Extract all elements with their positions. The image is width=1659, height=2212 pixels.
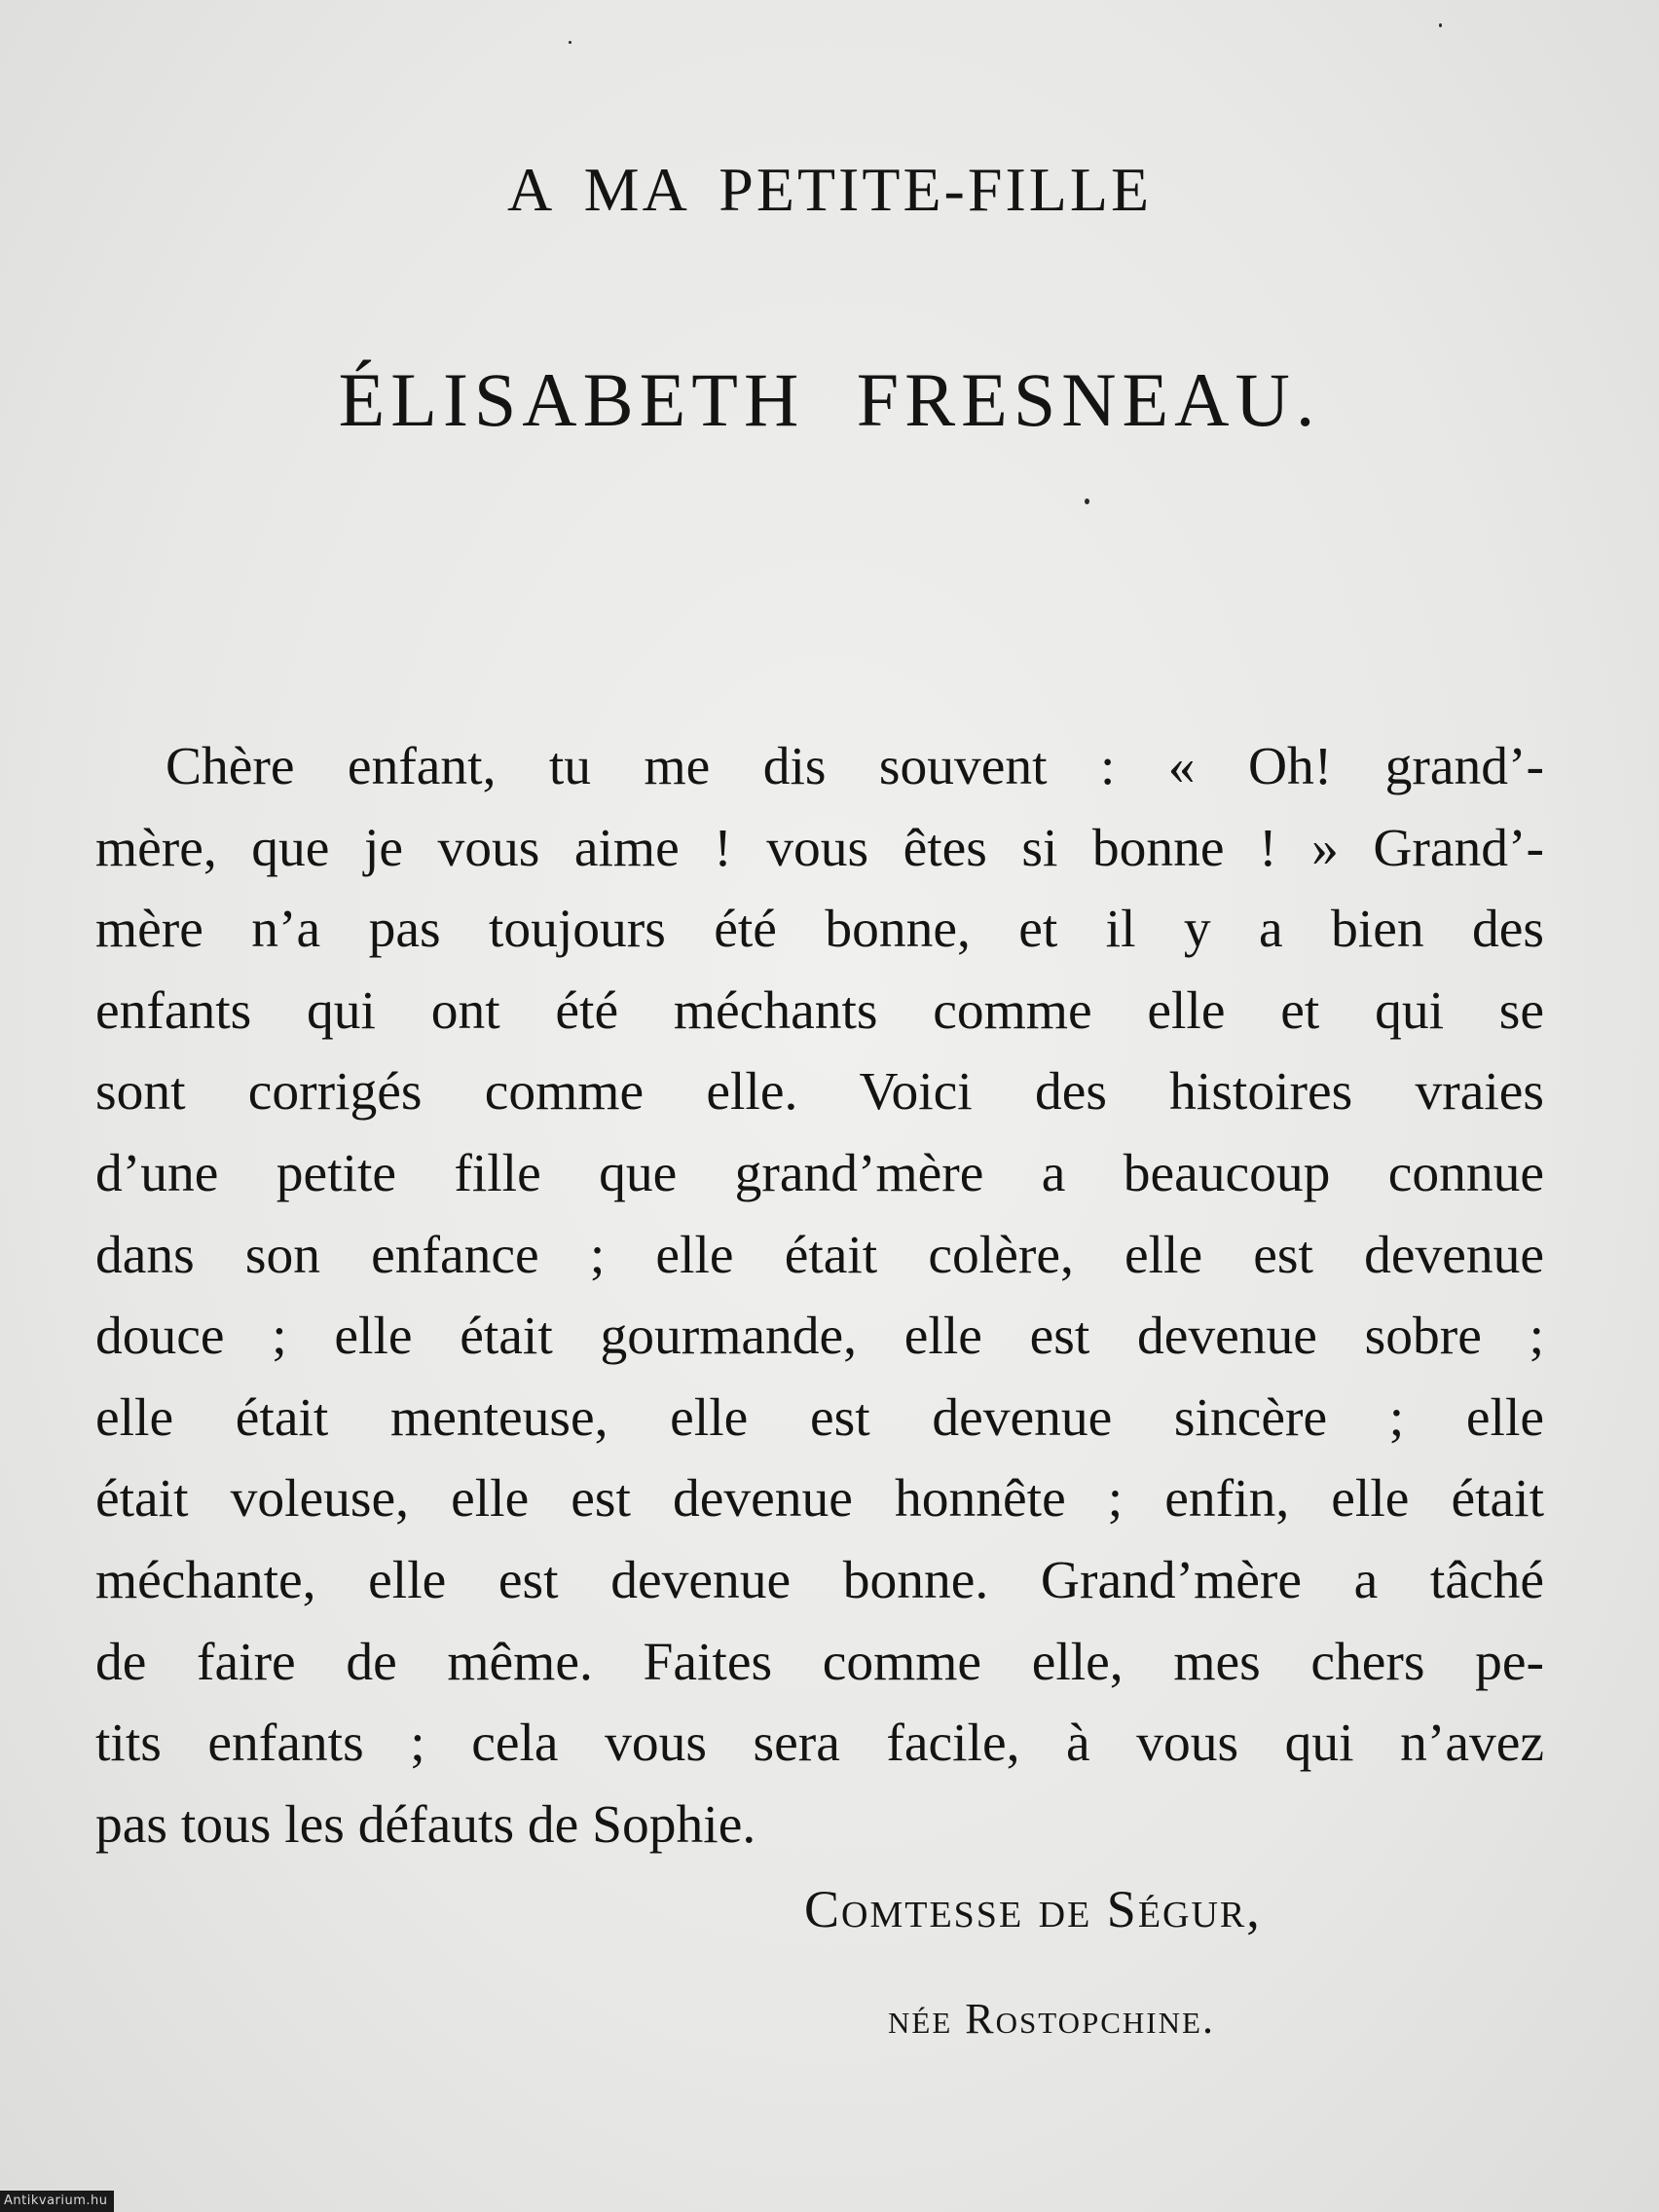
dedication-letter bbox=[95, 726, 1544, 1865]
letter-line: d’une petite fille que grand’mère a beaucoup connue bbox=[95, 1143, 1544, 1203]
letter-line: douce ; elle était gourmande, elle est devenue sobre ; bbox=[95, 1307, 1544, 1367]
ink-speck bbox=[1085, 498, 1089, 504]
signature-name: Comtesse de Ségur, bbox=[804, 1880, 1262, 1938]
recipient-name-heading: ÉLISABETH FRESNEAU. bbox=[338, 357, 1321, 442]
letter-line: mère, que je vous aime ! vous êtes si bonne ! » Grand’- bbox=[95, 818, 1544, 878]
ink-speck bbox=[1439, 23, 1442, 27]
letter-line: tits enfants ; cela vous sera facile, à vous qui n’avez bbox=[95, 1714, 1544, 1774]
letter-line: était voleuse, elle est devenue honnête ; enfin, elle était bbox=[95, 1469, 1544, 1530]
letter-line: dans son enfance ; elle était colère, elle est devenue bbox=[95, 1225, 1544, 1285]
letter-line: de faire de même. Faites comme elle, mes chers pe- bbox=[95, 1632, 1544, 1692]
letter-line: Chère enfant, tu me dis souvent : « Oh! grand’- bbox=[166, 737, 1544, 796]
letter-line: pas tous les défauts de Sophie. bbox=[95, 1794, 756, 1855]
letter-line: sont corrigés comme elle. Voici des histoires vraies bbox=[95, 1062, 1544, 1123]
dedication-heading: A MA PETITE-FILLE bbox=[506, 155, 1153, 224]
letter-line: mère n’a pas toujours été bonne, et il y a bien des bbox=[95, 900, 1544, 960]
letter-line: méchante, elle est devenue bonne. Grand’mère a tâché bbox=[95, 1550, 1544, 1610]
watermark-label: Antikvarium.hu bbox=[0, 2191, 114, 2212]
signature-subtitle: née Rostopchine. bbox=[888, 1995, 1215, 2043]
letter-line: elle était menteuse, elle est devenue sincère ; elle bbox=[95, 1387, 1544, 1448]
letter-line: enfants qui ont été méchants comme elle et qui se bbox=[95, 980, 1544, 1041]
ink-speck bbox=[569, 41, 571, 44]
